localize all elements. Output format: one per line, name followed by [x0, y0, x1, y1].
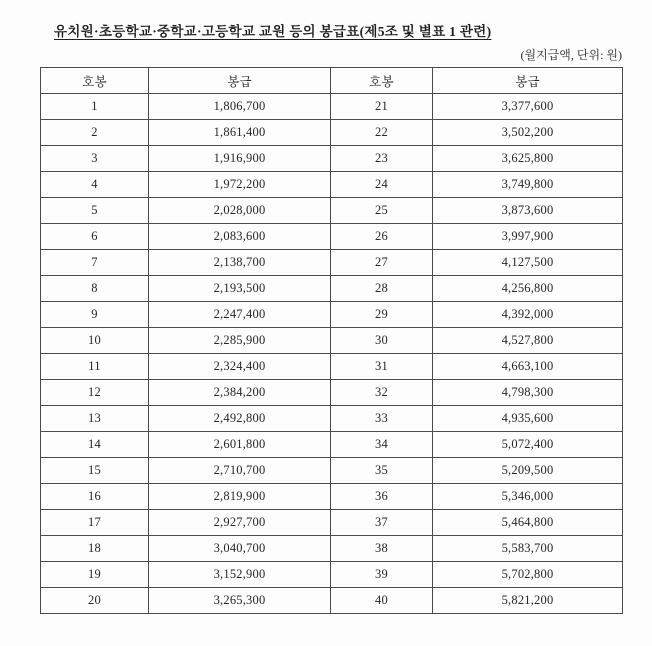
- table-row: [41, 354, 623, 380]
- table-row: [41, 536, 623, 562]
- page-title: 유치원·초등학교·중학교·고등학교 교원 등의 봉급표(제5조 및 별표 1 관련): [54, 24, 492, 39]
- salary-cell: 5,209,500: [433, 458, 623, 484]
- grade-cell: 32: [331, 380, 433, 406]
- grade-cell: 22: [331, 120, 433, 146]
- table-row: [41, 406, 623, 432]
- salary-cell: 2,083,600: [149, 224, 331, 250]
- salary-cell: 5,072,400: [433, 432, 623, 458]
- table-row: [41, 146, 623, 172]
- grade-cell: 20: [41, 588, 149, 614]
- salary-cell: 4,392,000: [433, 302, 623, 328]
- grade-cell: 8: [41, 276, 149, 302]
- salary-cell: 2,247,400: [149, 302, 331, 328]
- subtitle-note: (월지급액, 단위: 원): [520, 48, 622, 62]
- grade-cell: 4: [41, 172, 149, 198]
- salary-cell: 5,346,000: [433, 484, 623, 510]
- salary-cell: 2,927,700: [149, 510, 331, 536]
- grade-cell: 19: [41, 562, 149, 588]
- salary-cell: 4,256,800: [433, 276, 623, 302]
- grade-cell: 28: [331, 276, 433, 302]
- grade-cell: 11: [41, 354, 149, 380]
- header-row: [41, 68, 623, 94]
- grade-cell: 18: [41, 536, 149, 562]
- salary-cell: 3,265,300: [149, 588, 331, 614]
- salary-cell: 3,502,200: [433, 120, 623, 146]
- grade-cell: 27: [331, 250, 433, 276]
- grade-cell: 31: [331, 354, 433, 380]
- table-row: [41, 380, 623, 406]
- salary-cell: 5,702,800: [433, 562, 623, 588]
- grade-cell: 39: [331, 562, 433, 588]
- grade-cell: 23: [331, 146, 433, 172]
- table-row: [41, 328, 623, 354]
- grade-cell: 35: [331, 458, 433, 484]
- grade-cell: 25: [331, 198, 433, 224]
- grade-cell: 16: [41, 484, 149, 510]
- grade-cell: 24: [331, 172, 433, 198]
- salary-cell: 4,127,500: [433, 250, 623, 276]
- salary-cell: 2,384,200: [149, 380, 331, 406]
- grade-cell: 29: [331, 302, 433, 328]
- table-row: [41, 458, 623, 484]
- table-row: [41, 510, 623, 536]
- header-cell-grade-right: 호봉: [331, 68, 433, 94]
- salary-cell: 4,935,600: [433, 406, 623, 432]
- salary-table-header: [41, 68, 623, 94]
- salary-cell: 3,377,600: [433, 94, 623, 120]
- table-row: [41, 276, 623, 302]
- grade-cell: 9: [41, 302, 149, 328]
- salary-table: [40, 67, 623, 614]
- header-cell-grade-left: 호봉: [41, 68, 149, 94]
- grade-cell: 37: [331, 510, 433, 536]
- salary-cell: 4,527,800: [433, 328, 623, 354]
- salary-cell: 3,625,800: [433, 146, 623, 172]
- salary-cell: 3,749,800: [433, 172, 623, 198]
- salary-cell: 2,819,900: [149, 484, 331, 510]
- salary-cell: 1,916,900: [149, 146, 331, 172]
- grade-cell: 26: [331, 224, 433, 250]
- grade-cell: 3: [41, 146, 149, 172]
- salary-cell: 1,806,700: [149, 94, 331, 120]
- salary-cell: 1,861,400: [149, 120, 331, 146]
- table-row: [41, 172, 623, 198]
- grade-cell: 17: [41, 510, 149, 536]
- table-row: [41, 198, 623, 224]
- grade-cell: 7: [41, 250, 149, 276]
- grade-cell: 5: [41, 198, 149, 224]
- salary-cell: 3,873,600: [433, 198, 623, 224]
- salary-cell: 3,040,700: [149, 536, 331, 562]
- grade-cell: 13: [41, 406, 149, 432]
- grade-cell: 14: [41, 432, 149, 458]
- salary-cell: 2,601,800: [149, 432, 331, 458]
- table-row: [41, 484, 623, 510]
- grade-cell: 30: [331, 328, 433, 354]
- grade-cell: 12: [41, 380, 149, 406]
- table-row: [41, 120, 623, 146]
- table-row: [41, 224, 623, 250]
- grade-cell: 2: [41, 120, 149, 146]
- grade-cell: 38: [331, 536, 433, 562]
- grade-cell: 36: [331, 484, 433, 510]
- salary-cell: 2,285,900: [149, 328, 331, 354]
- salary-cell: 2,492,800: [149, 406, 331, 432]
- salary-cell: 2,028,000: [149, 198, 331, 224]
- table-row: [41, 562, 623, 588]
- table-row: [41, 432, 623, 458]
- grade-cell: 15: [41, 458, 149, 484]
- salary-cell: 2,138,700: [149, 250, 331, 276]
- grade-cell: 33: [331, 406, 433, 432]
- salary-cell: 4,663,100: [433, 354, 623, 380]
- salary-cell: 5,464,800: [433, 510, 623, 536]
- salary-cell: 2,324,400: [149, 354, 331, 380]
- salary-cell: 2,710,700: [149, 458, 331, 484]
- table-row: [41, 302, 623, 328]
- salary-cell: 3,997,900: [433, 224, 623, 250]
- salary-cell: 5,821,200: [433, 588, 623, 614]
- salary-table-body: [41, 94, 623, 614]
- salary-cell: 1,972,200: [149, 172, 331, 198]
- salary-cell: 3,152,900: [149, 562, 331, 588]
- salary-cell: 4,798,300: [433, 380, 623, 406]
- grade-cell: 21: [331, 94, 433, 120]
- header-cell-salary-left: 봉급: [149, 68, 331, 94]
- grade-cell: 34: [331, 432, 433, 458]
- grade-cell: 1: [41, 94, 149, 120]
- header-cell-salary-right: 봉급: [433, 68, 623, 94]
- table-row: [41, 94, 623, 120]
- salary-cell: 2,193,500: [149, 276, 331, 302]
- grade-cell: 10: [41, 328, 149, 354]
- table-row: [41, 588, 623, 614]
- grade-cell: 6: [41, 224, 149, 250]
- salary-cell: 5,583,700: [433, 536, 623, 562]
- grade-cell: 40: [331, 588, 433, 614]
- table-row: [41, 250, 623, 276]
